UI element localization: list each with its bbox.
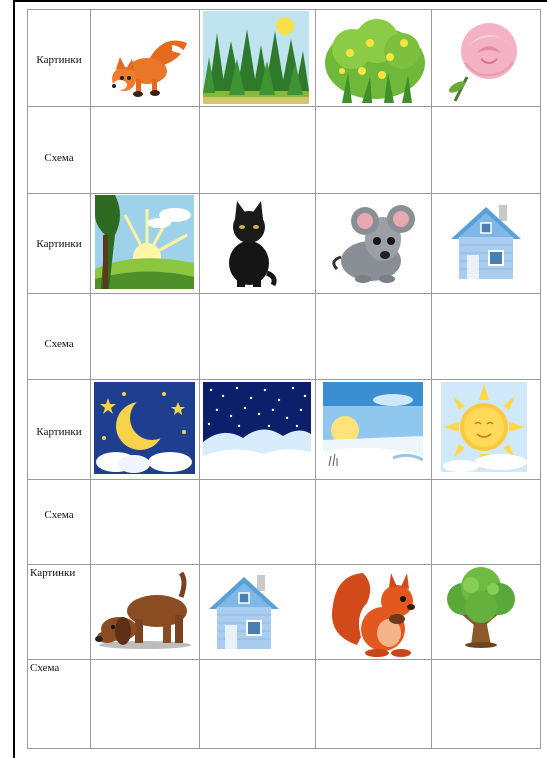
table-hline <box>27 106 541 107</box>
table-hline <box>27 379 541 380</box>
row-label-scheme: Схема <box>44 152 74 164</box>
table-hline <box>27 9 541 10</box>
sun-picture <box>441 382 527 472</box>
table-hline <box>27 748 541 749</box>
rose-picture <box>437 17 533 103</box>
row-label-scheme: Схема <box>30 662 60 674</box>
row-label-pictures: Картинки <box>36 238 82 250</box>
row-label-pictures: Картинки <box>36 54 82 66</box>
row-label-pictures: Картинки <box>30 567 76 579</box>
house-picture <box>207 571 281 651</box>
mouse-picture <box>327 199 419 291</box>
house-picture <box>449 201 523 281</box>
dog-picture <box>95 567 197 651</box>
page-border-top <box>13 0 547 2</box>
table-hline <box>27 193 541 194</box>
row-label-pictures: Картинки <box>36 426 82 438</box>
snowy-night-picture <box>203 382 311 474</box>
sunrise-landscape-picture <box>95 195 194 289</box>
squirrel-picture <box>327 565 423 657</box>
page-border-left <box>13 0 15 758</box>
fox-picture <box>102 23 194 101</box>
tree-picture <box>441 565 521 649</box>
forest-picture <box>203 11 309 104</box>
table-hline <box>27 479 541 480</box>
black-cat-picture <box>215 197 279 289</box>
worksheet-table <box>27 9 541 749</box>
bush-picture <box>322 13 428 103</box>
row-label-scheme: Схема <box>44 509 74 521</box>
table-hline <box>27 659 541 660</box>
winter-sun-picture <box>323 382 423 474</box>
row-label-scheme: Схема <box>44 338 74 350</box>
table-hline <box>27 293 541 294</box>
moon-night-picture <box>94 382 195 474</box>
